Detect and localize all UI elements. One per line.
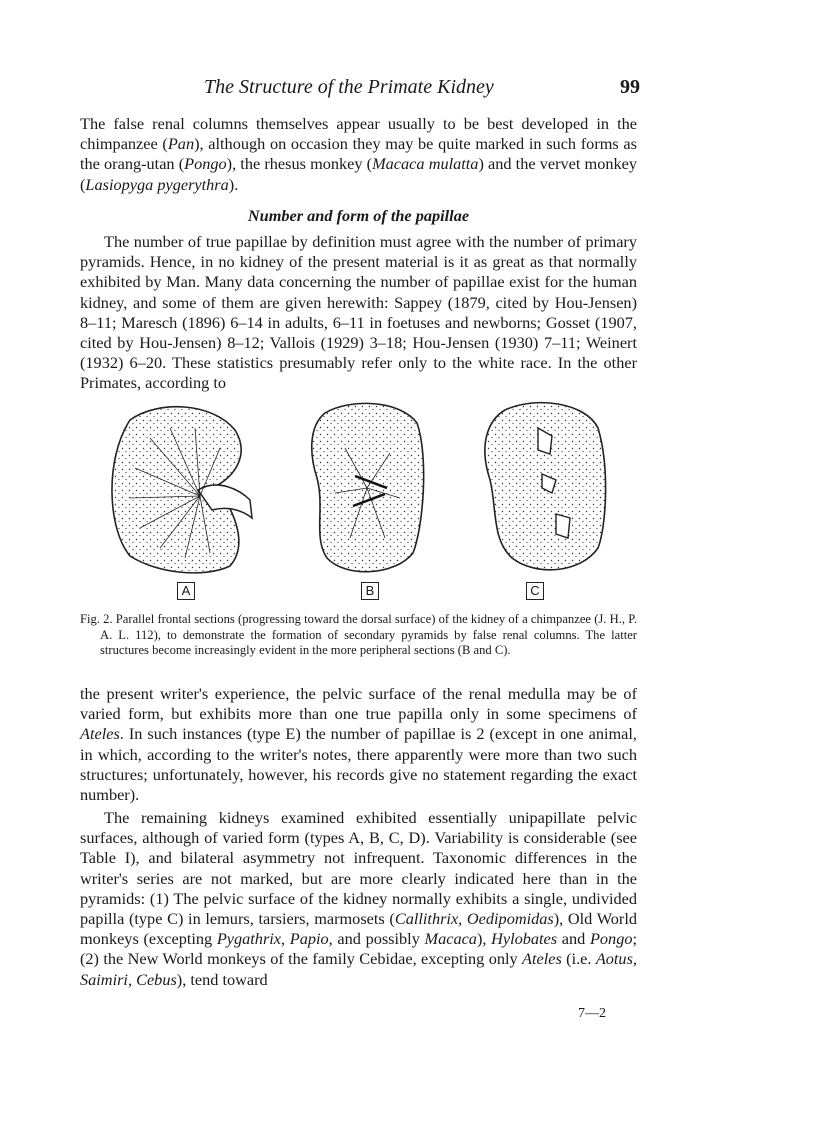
running-head bbox=[80, 76, 640, 106]
section-heading: Number and form of the papillae bbox=[247, 206, 470, 225]
signature-mark: 7—2 bbox=[578, 1006, 606, 1021]
paragraph-false-renal-columns: The false renal columns themselves appear usually to be best developed in the chimpanzee (Pan), although on occasion they may be quite marked in such forms as the orang-utan (Pongo), the rhesus monkey (Macaca mulatta) and the vervet monkey (Lasiopyga pygerythra). bbox=[80, 114, 637, 194]
figure-label-b: B bbox=[361, 582, 379, 600]
running-title: The Structure of the Primate Kidney bbox=[204, 76, 494, 98]
paragraph-pelvic-surface: the present writer's experience, the pelvic surface of the renal medulla may be of varied form, but exhibits more than one true papilla only in some specimens of Ateles. In such instances (type E) the number of papillae is 2 (except in one animal, in which, according to the writer's notes, there apparently were more than two such structures; unfortunately, however, his records give no statement regarding the exact number). bbox=[80, 684, 637, 805]
paragraph-number-of-papillae: The number of true papillae by definition must agree with the number of primary pyramids. Hence, in no kidney of the present material is it as great as that normally exhibited by Man. Many data concerning the number of papillae exist for the human kidney, and some of them are given herewith: Sappey (1879, cited by Hou-Jensen) 8–11; Maresch (1896) 6–14 in adults, 6–11 in foetuses and newborns; Gosset (1907, cited by Hou-Jensen) 8–12; Vallois (1929) 3–18; Hou-Jensen (1930) 7–11; Weinert (1932) 6–20. These statistics presumably refer only to the white race. In the other Primates, according to bbox=[80, 232, 637, 393]
paragraph-unipapillate: The remaining kidneys examined exhibited essentially unipapillate pelvic surfaces, although of varied form (types A, B, C, D). Variability is considerable (see Table I), and bilateral asymmetry not infrequent. Taxonomic differences in the writer's series are not marked, but are more clearly indicated here than in the pyramids: (1) The pelvic surface of the kidney normally exhibits a single, undivided papilla (type C) in lemurs, tarsiers, marmosets (Callithrix, Oedipomidas), Old World monkeys (excepting Pygathrix, Papio, and possibly Macaca), Hylobates and Pongo; (2) the New World monkeys of the family Cebidae, excepting only Ateles (i.e. Aotus, Saimiri, Cebus), tend toward bbox=[80, 808, 638, 989]
figure-label-c: C bbox=[526, 582, 544, 600]
figure-caption: Fig. 2. Parallel frontal sections (progressing toward the dorsal surface) of the kidney of a chimpanzee (J. H., P. A. L. 112), to demonstrate the formation of secondary pyramids by false renal columns. The latter structures become increasingly evident in the more peripheral sections (B and C). bbox=[80, 612, 637, 658]
figure-kidney-sections bbox=[100, 398, 630, 608]
kidney-section-b bbox=[305, 398, 430, 578]
kidney-section-a bbox=[100, 398, 270, 578]
figure-label-a: A bbox=[177, 582, 195, 600]
kidney-section-c bbox=[480, 398, 610, 578]
page-number: 99 bbox=[620, 76, 640, 98]
